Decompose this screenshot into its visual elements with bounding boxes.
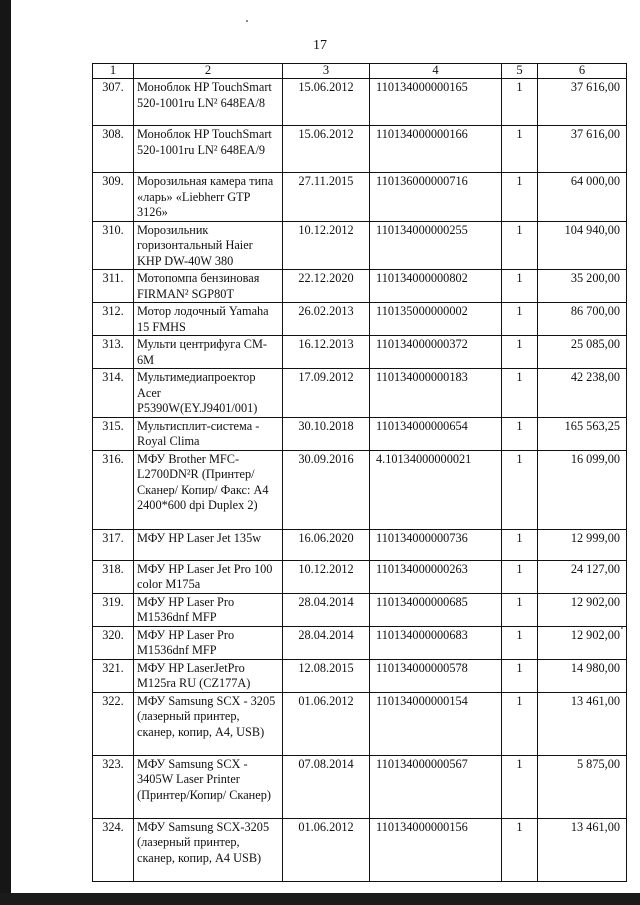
row-number-cell: 315. (93, 417, 134, 450)
table-row (93, 336, 627, 369)
price-cell: 13 461,00 (538, 692, 627, 755)
date-cell: 30.09.2016 (283, 450, 370, 529)
table-row (93, 79, 627, 126)
scan-left-edge (0, 0, 11, 905)
column-header: 5 (502, 64, 538, 79)
item-name-cell: Морозильник горизонтальный Haier KHP DW-40W 380 (134, 221, 283, 270)
scan-speck (246, 20, 248, 22)
quantity-cell: 1 (502, 755, 538, 818)
quantity-cell: 1 (502, 221, 538, 270)
item-name-cell: МФУ HP LaserJetPro M125ra RU (CZ177A) (134, 659, 283, 692)
date-cell: 10.12.2012 (283, 560, 370, 593)
quantity-cell: 1 (502, 818, 538, 881)
table-row (93, 303, 627, 336)
column-header: 3 (283, 64, 370, 79)
table-row (93, 173, 627, 222)
inventory-number-cell: 110134000000165 (370, 79, 502, 126)
table-header-row (93, 64, 627, 79)
item-name-cell: Мотопомпа бензиновая FIRMAN² SGP80T (134, 270, 283, 303)
price-cell: 5 875,00 (538, 755, 627, 818)
table-row (93, 659, 627, 692)
table-row (93, 126, 627, 173)
price-cell: 86 700,00 (538, 303, 627, 336)
row-number-cell: 320. (93, 626, 134, 659)
price-cell: 14 980,00 (538, 659, 627, 692)
price-cell: 16 099,00 (538, 450, 627, 529)
row-number-cell: 317. (93, 529, 134, 560)
row-number-cell: 321. (93, 659, 134, 692)
inventory-number-cell: 110135000000002 (370, 303, 502, 336)
price-cell: 25 085,00 (538, 336, 627, 369)
row-number-cell: 322. (93, 692, 134, 755)
quantity-cell: 1 (502, 560, 538, 593)
date-cell: 16.12.2013 (283, 336, 370, 369)
inventory-table (92, 63, 627, 882)
column-header: 6 (538, 64, 627, 79)
row-number-cell: 309. (93, 173, 134, 222)
table-row (93, 560, 627, 593)
item-name-cell: Моноблок HP TouchSmart 520-1001ru LN² 648EA/8 (134, 79, 283, 126)
table-row (93, 450, 627, 529)
date-cell: 28.04.2014 (283, 593, 370, 626)
inventory-number-cell: 110134000000736 (370, 529, 502, 560)
item-name-cell: МФУ Samsung SCX - 3405W Laser Printer (Принтер/Копир/ Сканер) (134, 755, 283, 818)
inventory-number-cell: 110134000000685 (370, 593, 502, 626)
price-cell: 37 616,00 (538, 126, 627, 173)
quantity-cell: 1 (502, 626, 538, 659)
table-row (93, 626, 627, 659)
row-number-cell: 310. (93, 221, 134, 270)
column-header: 1 (93, 64, 134, 79)
date-cell: 15.06.2012 (283, 126, 370, 173)
date-cell: 15.06.2012 (283, 79, 370, 126)
quantity-cell: 1 (502, 270, 538, 303)
inventory-number-cell: 110134000000578 (370, 659, 502, 692)
quantity-cell: 1 (502, 303, 538, 336)
price-cell: 64 000,00 (538, 173, 627, 222)
price-cell: 35 200,00 (538, 270, 627, 303)
quantity-cell: 1 (502, 659, 538, 692)
price-cell: 13 461,00 (538, 818, 627, 881)
date-cell: 16.06.2020 (283, 529, 370, 560)
row-number-cell: 307. (93, 79, 134, 126)
row-number-cell: 311. (93, 270, 134, 303)
row-number-cell: 314. (93, 369, 134, 418)
item-name-cell: Мультимедиапроектор Acer P5390W(EY.J9401/001) (134, 369, 283, 418)
inventory-number-cell: 110134000000255 (370, 221, 502, 270)
inventory-number-cell: 110134000000263 (370, 560, 502, 593)
table-row (93, 529, 627, 560)
item-name-cell: Мотор лодочный Yamaha 15 FMHS (134, 303, 283, 336)
item-name-cell: МФУ HP Laser Jet 135w (134, 529, 283, 560)
date-cell: 17.09.2012 (283, 369, 370, 418)
quantity-cell: 1 (502, 336, 538, 369)
inventory-number-cell: 110134000000372 (370, 336, 502, 369)
quantity-cell: 1 (502, 417, 538, 450)
price-cell: 37 616,00 (538, 79, 627, 126)
quantity-cell: 1 (502, 173, 538, 222)
row-number-cell: 323. (93, 755, 134, 818)
price-cell: 12 902,00 (538, 626, 627, 659)
inventory-number-cell: 110134000000154 (370, 692, 502, 755)
price-cell: 24 127,00 (538, 560, 627, 593)
price-cell: 42 238,00 (538, 369, 627, 418)
table-row (93, 417, 627, 450)
row-number-cell: 313. (93, 336, 134, 369)
date-cell: 07.08.2014 (283, 755, 370, 818)
row-number-cell: 319. (93, 593, 134, 626)
inventory-number-cell: 110136000000716 (370, 173, 502, 222)
item-name-cell: Моноблок HP TouchSmart 520-1001ru LN² 648EA/9 (134, 126, 283, 173)
inventory-number-cell: 110134000000683 (370, 626, 502, 659)
inventory-number-cell: 110134000000654 (370, 417, 502, 450)
price-cell: 104 940,00 (538, 221, 627, 270)
date-cell: 22.12.2020 (283, 270, 370, 303)
date-cell: 10.12.2012 (283, 221, 370, 270)
quantity-cell: 1 (502, 369, 538, 418)
table-row (93, 593, 627, 626)
table-row (93, 755, 627, 818)
item-name-cell: МФУ Brother MFC-L2700DN²R (Принтер/ Сканер/ Копир/ Факс: А4 2400*600 dpi Duplex 2) (134, 450, 283, 529)
item-name-cell: Мультисплит-система - Royal Clima (134, 417, 283, 450)
table-row (93, 818, 627, 881)
date-cell: 27.11.2015 (283, 173, 370, 222)
item-name-cell: МФУ HP Laser Jet Pro 100 color M175a (134, 560, 283, 593)
price-cell: 12 902,00 (538, 593, 627, 626)
row-number-cell: 316. (93, 450, 134, 529)
table-row (93, 221, 627, 270)
inventory-number-cell: 4.10134000000021 (370, 450, 502, 529)
price-cell: 165 563,25 (538, 417, 627, 450)
date-cell: 12.08.2015 (283, 659, 370, 692)
quantity-cell: 1 (502, 529, 538, 560)
date-cell: 26.02.2013 (283, 303, 370, 336)
quantity-cell: 1 (502, 79, 538, 126)
inventory-number-cell: 110134000000166 (370, 126, 502, 173)
inventory-number-cell: 110134000000567 (370, 755, 502, 818)
scan-bottom-edge (0, 893, 640, 905)
item-name-cell: МФУ Samsung SCX - 3205 (лазерный принтер, сканер, копир, А4, USB) (134, 692, 283, 755)
inventory-number-cell: 110134000000183 (370, 369, 502, 418)
item-name-cell: МФУ Samsung SCX-3205 (лазерный принтер, сканер, копир, А4 USB) (134, 818, 283, 881)
table-row (93, 369, 627, 418)
row-number-cell: 312. (93, 303, 134, 336)
row-number-cell: 308. (93, 126, 134, 173)
date-cell: 28.04.2014 (283, 626, 370, 659)
column-header: 2 (134, 64, 283, 79)
quantity-cell: 1 (502, 593, 538, 626)
column-header: 4 (370, 64, 502, 79)
date-cell: 30.10.2018 (283, 417, 370, 450)
quantity-cell: 1 (502, 692, 538, 755)
date-cell: 01.06.2012 (283, 692, 370, 755)
date-cell: 01.06.2012 (283, 818, 370, 881)
table-row (93, 270, 627, 303)
row-number-cell: 324. (93, 818, 134, 881)
item-name-cell: МФУ HP Laser Pro M1536dnf MFP (134, 626, 283, 659)
item-name-cell: МФУ HP Laser Pro M1536dnf MFP (134, 593, 283, 626)
item-name-cell: Морозильная камера типа «ларь» «Liebherr GTP 3126» (134, 173, 283, 222)
quantity-cell: 1 (502, 450, 538, 529)
table-row (93, 692, 627, 755)
price-cell: 12 999,00 (538, 529, 627, 560)
quantity-cell: 1 (502, 126, 538, 173)
inventory-number-cell: 110134000000802 (370, 270, 502, 303)
row-number-cell: 318. (93, 560, 134, 593)
item-name-cell: Мульти центрифуга CM-6M (134, 336, 283, 369)
inventory-number-cell: 110134000000156 (370, 818, 502, 881)
page-number: 17 (313, 38, 327, 53)
